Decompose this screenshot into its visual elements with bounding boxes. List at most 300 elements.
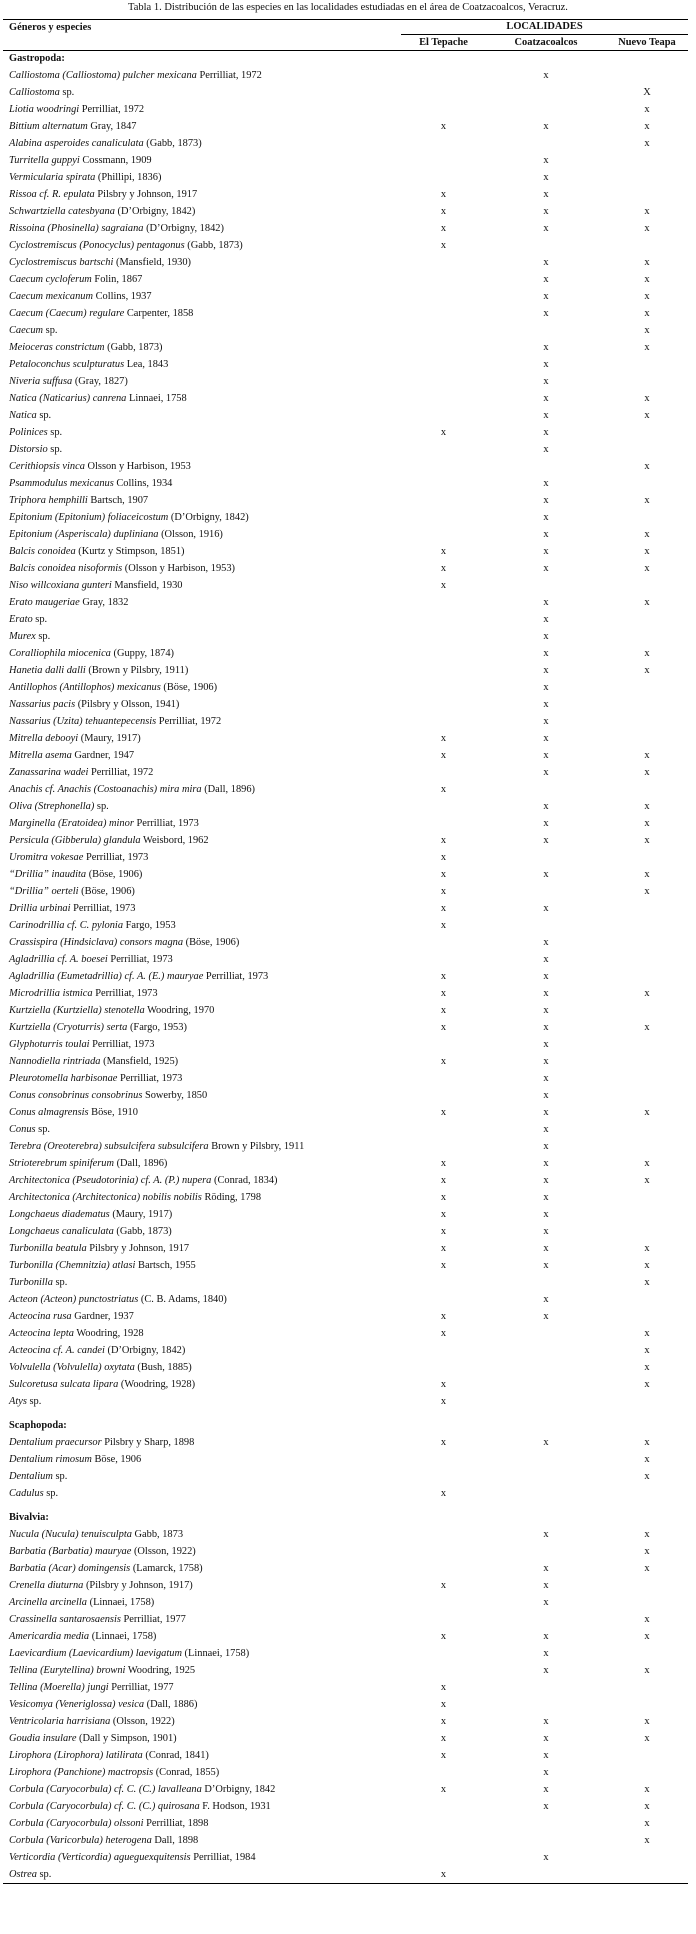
mark-el-tepache	[401, 492, 486, 509]
species-name: Laevicardium (Laevicardium) laevigatum	[9, 1648, 182, 1659]
mark-el-tepache	[401, 390, 486, 407]
species-cell	[3, 781, 401, 798]
mark-coatzacoalcos: x	[543, 1039, 549, 1050]
table-row	[3, 1560, 688, 1577]
group-name: Scaphopoda:	[9, 1420, 67, 1431]
species-name: Agladrillia (Eumetadrillia) cf. A. (E.) mauryae	[9, 971, 204, 982]
species-author: Carpenter, 1858	[124, 308, 194, 319]
mark-el-tepache	[401, 679, 486, 696]
mark-el-tepache: x	[440, 784, 447, 795]
mark-coatzacoalcos: x	[543, 1090, 549, 1101]
mark-nuevo-teapa: x	[644, 801, 650, 812]
species-name: Psammodulus mexicanus	[9, 478, 114, 489]
mark-nuevo-teapa: x	[644, 1818, 650, 1829]
mark-coatzacoalcos	[486, 1451, 606, 1468]
mark-nuevo-teapa: x	[644, 1158, 650, 1169]
species-cell	[3, 985, 401, 1002]
species-name: Bittium alternatum	[9, 121, 88, 132]
mark-el-tepache	[401, 1359, 486, 1376]
species-name: Erato maugeriae	[9, 597, 80, 608]
mark-coatzacoalcos: x	[543, 512, 549, 523]
mark-nuevo-teapa: x	[644, 461, 650, 472]
mark-el-tepache	[401, 1342, 486, 1359]
mark-el-tepache	[401, 1121, 486, 1138]
table-row	[3, 152, 688, 169]
species-name: Vesicomya (Veneriglossa) vesica	[9, 1699, 145, 1710]
species-name: Pleurotomella harbisonae	[9, 1073, 118, 1084]
species-name: Alabina asperoides canaliculata	[9, 138, 144, 149]
table-row	[3, 577, 688, 594]
mark-coatzacoalcos	[486, 1342, 606, 1359]
species-name: Cyclostremiscus bartschi	[9, 257, 114, 268]
species-cell	[3, 1451, 401, 1468]
species-name: Balcis conoidea nisoformis	[9, 563, 123, 574]
species-cell	[3, 883, 401, 900]
species-cell	[3, 1291, 401, 1308]
mark-nuevo-teapa: x	[644, 869, 650, 880]
species-author: Perrilliat, 1973	[203, 971, 269, 982]
mark-el-tepache	[401, 1611, 486, 1628]
mark-nuevo-teapa	[606, 1138, 688, 1155]
mark-nuevo-teapa: X	[643, 87, 651, 98]
species-cell	[3, 492, 401, 509]
group-spacer	[3, 1410, 688, 1418]
species-name: Corbula (Caryocorbula) olssoni	[9, 1818, 144, 1829]
mark-coatzacoalcos: x	[543, 1648, 549, 1659]
species-author: Perrilliat, 1984	[190, 1852, 256, 1863]
group-header-row	[3, 1418, 688, 1434]
mark-coatzacoalcos	[486, 1679, 606, 1696]
species-cell	[3, 747, 401, 764]
table-row	[3, 1189, 688, 1206]
mark-el-tepache	[401, 611, 486, 628]
species-name: Meioceras constrictum	[9, 342, 105, 353]
mark-el-tepache: x	[440, 1682, 447, 1693]
mark-coatzacoalcos: x	[543, 631, 549, 642]
mark-nuevo-teapa	[606, 1036, 688, 1053]
mark-coatzacoalcos: x	[543, 1665, 549, 1676]
mark-coatzacoalcos: x	[543, 1767, 549, 1778]
mark-nuevo-teapa: x	[644, 1835, 650, 1846]
species-author: Linnaei, 1758	[126, 393, 187, 404]
mark-nuevo-teapa	[606, 169, 688, 186]
table-row	[3, 1393, 688, 1410]
species-name: Glyphoturris toulai	[9, 1039, 90, 1050]
mark-coatzacoalcos: x	[543, 1107, 549, 1118]
mark-nuevo-teapa: x	[644, 1379, 650, 1390]
mark-nuevo-teapa: x	[644, 1022, 650, 1033]
mark-el-tepache	[401, 1560, 486, 1577]
table-row	[3, 1138, 688, 1155]
mark-el-tepache: x	[440, 1437, 447, 1448]
mark-coatzacoalcos: x	[543, 1852, 549, 1863]
mark-coatzacoalcos: x	[543, 172, 549, 183]
species-author: (Dall, 1886)	[144, 1699, 198, 1710]
mark-coatzacoalcos: x	[543, 750, 549, 761]
mark-el-tepache: x	[440, 1158, 447, 1169]
mark-el-tepache	[401, 934, 486, 951]
table-row	[3, 1543, 688, 1560]
species-author: (Conrad, 1841)	[142, 1750, 209, 1761]
species-cell	[3, 543, 401, 560]
species-author: Woodring, 1925	[125, 1665, 196, 1676]
mark-coatzacoalcos: x	[543, 1141, 549, 1152]
mark-el-tepache	[401, 662, 486, 679]
species-cell	[3, 832, 401, 849]
species-author: sp.	[47, 427, 63, 438]
table-row	[3, 594, 688, 611]
table-row	[3, 509, 688, 526]
mark-nuevo-teapa	[606, 1485, 688, 1502]
mark-el-tepache	[401, 1832, 486, 1849]
group-spacer	[3, 1502, 688, 1510]
species-author: (Olsson, 1922)	[110, 1716, 175, 1727]
species-name: Antillophos (Antillophos) mexicanus	[9, 682, 161, 693]
species-name: Triphora hemphilli	[9, 495, 88, 506]
table-row	[3, 271, 688, 288]
species-cell	[3, 1053, 401, 1070]
species-cell	[3, 1308, 401, 1325]
mark-nuevo-teapa	[606, 577, 688, 594]
species-cell	[3, 1815, 401, 1832]
species-cell	[3, 611, 401, 628]
species-author: Woodring, 1970	[144, 1005, 215, 1016]
species-author: (Kurtz y Stimpson, 1851)	[75, 546, 185, 557]
mark-el-tepache	[401, 951, 486, 968]
species-cell	[3, 1070, 401, 1087]
species-cell	[3, 934, 401, 951]
mark-coatzacoalcos: x	[543, 444, 549, 455]
mark-nuevo-teapa: x	[644, 988, 650, 999]
table-row	[3, 934, 688, 951]
mark-coatzacoalcos: x	[543, 1158, 549, 1169]
table-row	[3, 1468, 688, 1485]
table-row	[3, 832, 688, 849]
species-author: Sowerby, 1850	[142, 1090, 208, 1101]
species-cell	[3, 713, 401, 730]
mark-nuevo-teapa	[606, 1189, 688, 1206]
species-author: (Linnaei, 1758)	[181, 1648, 250, 1659]
mark-coatzacoalcos: x	[543, 223, 549, 234]
species-author: Collins, 1934	[113, 478, 173, 489]
species-cell	[3, 1393, 401, 1410]
species-name: Turbonilla (Chemnitzia) atlasi	[9, 1260, 136, 1271]
species-author: (Woodring, 1928)	[118, 1379, 196, 1390]
mark-el-tepache: x	[440, 1699, 447, 1710]
mark-el-tepache: x	[440, 971, 447, 982]
table-row	[3, 747, 688, 764]
species-author: Pilsbry y Johnson, 1917	[94, 189, 198, 200]
mark-el-tepache	[401, 764, 486, 781]
mark-nuevo-teapa	[606, 424, 688, 441]
species-author: (Fargo, 1953)	[127, 1022, 187, 1033]
species-name: Distorsio	[9, 444, 48, 455]
species-name: Microdrillia istmica	[9, 988, 93, 999]
table-row	[3, 1070, 688, 1087]
table-row	[3, 1832, 688, 1849]
mark-el-tepache	[401, 509, 486, 526]
mark-el-tepache	[401, 1070, 486, 1087]
species-cell	[3, 1485, 401, 1502]
mark-nuevo-teapa	[606, 1393, 688, 1410]
species-name: Anachis cf. Anachis (Costoanachis) mira mira	[9, 784, 202, 795]
mark-coatzacoalcos: x	[543, 1294, 549, 1305]
mark-el-tepache: x	[440, 1580, 447, 1591]
species-cell	[3, 1628, 401, 1645]
table-row	[3, 1325, 688, 1342]
species-cell	[3, 1543, 401, 1560]
species-author: (D’Orbigny, 1842)	[104, 1345, 186, 1356]
species-name: Conus almagrensis	[9, 1107, 89, 1118]
mark-nuevo-teapa: x	[644, 1529, 650, 1540]
mark-coatzacoalcos: x	[543, 971, 549, 982]
mark-el-tepache	[401, 169, 486, 186]
mark-el-tepache	[401, 458, 486, 475]
mark-nuevo-teapa: x	[644, 1175, 650, 1186]
species-cell	[3, 1121, 401, 1138]
species-cell	[3, 1240, 401, 1257]
species-cell	[3, 900, 401, 917]
species-cell	[3, 1560, 401, 1577]
species-author: Böse, 1910	[88, 1107, 138, 1118]
species-name: Corbula (Caryocorbula) cf. C. (C.) lavalleana	[9, 1784, 202, 1795]
table-row	[3, 764, 688, 781]
mark-el-tepache: x	[440, 189, 447, 200]
mark-nuevo-teapa	[606, 696, 688, 713]
mark-nuevo-teapa	[606, 186, 688, 203]
mark-el-tepache: x	[440, 1733, 447, 1744]
mark-coatzacoalcos: x	[543, 733, 549, 744]
species-name: Nannodiella rintriada	[9, 1056, 101, 1067]
mark-el-tepache: x	[440, 835, 447, 846]
species-name: Oliva (Strephonella)	[9, 801, 95, 812]
mark-nuevo-teapa: x	[644, 495, 650, 506]
mark-nuevo-teapa	[606, 934, 688, 951]
species-name: Hanetia dalli dalli	[9, 665, 86, 676]
column-el-tepache: El Tepache	[401, 35, 486, 51]
species-cell	[3, 288, 401, 305]
table-row	[3, 1121, 688, 1138]
species-author: (Guppy, 1874)	[110, 648, 174, 659]
species-author: Olsson y Harbison, 1953	[84, 461, 191, 472]
species-name: Sulcoretusa sulcata lipara	[9, 1379, 119, 1390]
mark-nuevo-teapa	[606, 713, 688, 730]
species-name: Tellina (Moerella) jungi	[9, 1682, 109, 1693]
species-author: Weisbord, 1962	[140, 835, 209, 846]
mark-coatzacoalcos	[486, 1696, 606, 1713]
species-name: Rissoina (Phosinella) sagraiana	[9, 223, 144, 234]
species-author: Perrilliat, 1972	[79, 104, 145, 115]
species-author: Perrilliat, 1973	[92, 988, 158, 999]
species-author: (Böse, 1906)	[160, 682, 218, 693]
species-distribution-table	[3, 19, 688, 1884]
table-row	[3, 118, 688, 135]
mark-coatzacoalcos: x	[543, 954, 549, 965]
species-cell	[3, 798, 401, 815]
species-cell	[3, 1611, 401, 1628]
mark-el-tepache: x	[440, 121, 447, 132]
species-name: Nucula (Nucula) tenuisculpta	[9, 1529, 132, 1540]
mark-nuevo-teapa	[606, 475, 688, 492]
mark-nuevo-teapa	[606, 1002, 688, 1019]
table-row	[3, 1087, 688, 1104]
mark-coatzacoalcos	[486, 577, 606, 594]
table-row	[3, 1628, 688, 1645]
species-name: Goudia insulare	[9, 1733, 77, 1744]
mark-coatzacoalcos: x	[543, 1750, 549, 1761]
mark-nuevo-teapa	[606, 849, 688, 866]
mark-coatzacoalcos: x	[543, 1243, 549, 1254]
species-cell	[3, 135, 401, 152]
mark-coatzacoalcos: x	[543, 563, 549, 574]
table-row	[3, 900, 688, 917]
mark-nuevo-teapa	[606, 1206, 688, 1223]
species-name: Corbula (Varicorbula) heterogena	[9, 1835, 152, 1846]
species-author: sp.	[35, 631, 51, 642]
mark-el-tepache: x	[440, 1631, 447, 1642]
table-row	[3, 1713, 688, 1730]
mark-el-tepache: x	[440, 1226, 447, 1237]
mark-el-tepache: x	[440, 1056, 447, 1067]
mark-coatzacoalcos	[486, 135, 606, 152]
table-row	[3, 1611, 688, 1628]
species-author: Röding, 1798	[201, 1192, 262, 1203]
species-author: sp.	[35, 1124, 50, 1135]
species-author: (Brown y Pilsbry, 1911)	[85, 665, 189, 676]
species-name: Caecum cycloferum	[9, 274, 92, 285]
table-header-row	[3, 20, 688, 35]
mark-nuevo-teapa: x	[644, 767, 650, 778]
mark-coatzacoalcos: x	[543, 155, 549, 166]
species-author: (Pilsbry y Olsson, 1941)	[75, 699, 180, 710]
table-row	[3, 1274, 688, 1291]
species-name: Corbula (Caryocorbula) cf. C. (C.) quirosana	[9, 1801, 200, 1812]
mark-coatzacoalcos: x	[543, 1580, 549, 1591]
table-row	[3, 798, 688, 815]
species-name: Schwartziella catesbyana	[9, 206, 115, 217]
species-cell	[3, 1577, 401, 1594]
species-cell	[3, 1764, 401, 1781]
mark-nuevo-teapa	[606, 152, 688, 169]
species-cell	[3, 662, 401, 679]
species-name: Lirophora (Lirophora) latilirata	[9, 1750, 143, 1761]
mark-el-tepache	[401, 1798, 486, 1815]
species-author: D’Orbigny, 1842	[201, 1784, 276, 1795]
mark-coatzacoalcos: x	[543, 1073, 549, 1084]
species-name: Dentalium rimosum	[9, 1454, 92, 1465]
mark-el-tepache	[401, 271, 486, 288]
species-name: Terebra (Oreoterebra) subsulcifera subsulcifera	[9, 1141, 209, 1152]
species-author: Perrilliat, 1973	[117, 1073, 183, 1084]
mark-coatzacoalcos: x	[543, 1716, 549, 1727]
table-row	[3, 1485, 688, 1502]
species-cell	[3, 1832, 401, 1849]
table-row	[3, 254, 688, 271]
species-cell	[3, 577, 401, 594]
mark-el-tepache: x	[440, 1260, 447, 1271]
mark-el-tepache	[401, 1274, 486, 1291]
localities-header: LOCALIDADES	[401, 20, 688, 35]
species-cell	[3, 815, 401, 832]
species-author: (Conrad, 1855)	[153, 1767, 220, 1778]
mark-coatzacoalcos	[486, 781, 606, 798]
species-name: “Drillia” inaudita	[9, 869, 87, 880]
mark-nuevo-teapa	[606, 951, 688, 968]
species-cell	[3, 1104, 401, 1121]
species-cell	[3, 696, 401, 713]
species-cell	[3, 764, 401, 781]
mark-coatzacoalcos	[486, 101, 606, 118]
species-name: Ostrea	[9, 1869, 37, 1880]
mark-nuevo-teapa: x	[644, 1454, 650, 1465]
mark-nuevo-teapa: x	[644, 1471, 650, 1482]
species-author: Pilsbry y Johnson, 1917	[86, 1243, 190, 1254]
mark-el-tepache: x	[440, 1209, 447, 1220]
species-author: (Gabb, 1873)	[113, 1226, 172, 1237]
mark-coatzacoalcos: x	[543, 274, 549, 285]
species-author: F. Hodson, 1931	[199, 1801, 271, 1812]
species-author: sp.	[47, 444, 63, 455]
mark-el-tepache: x	[440, 1192, 447, 1203]
mark-el-tepache: x	[440, 563, 447, 574]
species-cell	[3, 339, 401, 356]
species-author: (Olsson y Harbison, 1953)	[122, 563, 235, 574]
species-name: Ventricolaria harrisiana	[9, 1716, 111, 1727]
mark-coatzacoalcos	[486, 849, 606, 866]
mark-nuevo-teapa: x	[644, 1243, 650, 1254]
species-name: Mitrella asema	[9, 750, 72, 761]
mark-nuevo-teapa	[606, 1053, 688, 1070]
mark-nuevo-teapa: x	[644, 1784, 650, 1795]
mark-nuevo-teapa	[606, 1070, 688, 1087]
table-row	[3, 1434, 688, 1451]
mark-nuevo-teapa: x	[644, 223, 650, 234]
mark-el-tepache: x	[440, 988, 447, 999]
species-author: (Gabb, 1873)	[184, 240, 243, 251]
species-cell	[3, 203, 401, 220]
species-author: (Gabb, 1873)	[104, 342, 163, 353]
table-row	[3, 1342, 688, 1359]
table-row	[3, 1036, 688, 1053]
species-cell	[3, 1713, 401, 1730]
mark-coatzacoalcos: x	[543, 1437, 549, 1448]
table-row	[3, 1291, 688, 1308]
table-row	[3, 951, 688, 968]
table-row	[3, 441, 688, 458]
species-author: (Lamarck, 1758)	[130, 1563, 203, 1574]
mark-nuevo-teapa	[606, 628, 688, 645]
mark-coatzacoalcos	[486, 1815, 606, 1832]
mark-nuevo-teapa	[606, 1696, 688, 1713]
column-coatzacoalcos: Coatzacoalcos	[486, 35, 606, 51]
mark-coatzacoalcos	[486, 237, 606, 254]
table-row	[3, 1240, 688, 1257]
mark-nuevo-teapa: x	[644, 257, 650, 268]
species-cell	[3, 1359, 401, 1376]
species-author: Perrilliat, 1972	[196, 70, 262, 81]
species-author: sp.	[36, 1869, 52, 1880]
mark-nuevo-teapa	[606, 900, 688, 917]
mark-nuevo-teapa	[606, 1866, 688, 1884]
mark-nuevo-teapa: x	[644, 1437, 650, 1448]
species-name: Architectonica (Architectonica) nobilis nobilis	[9, 1192, 202, 1203]
mark-el-tepache: x	[440, 733, 447, 744]
table-row	[3, 186, 688, 203]
species-author: Gray, 1832	[79, 597, 129, 608]
mark-nuevo-teapa: x	[644, 648, 650, 659]
mark-nuevo-teapa	[606, 679, 688, 696]
species-cell	[3, 1526, 401, 1543]
